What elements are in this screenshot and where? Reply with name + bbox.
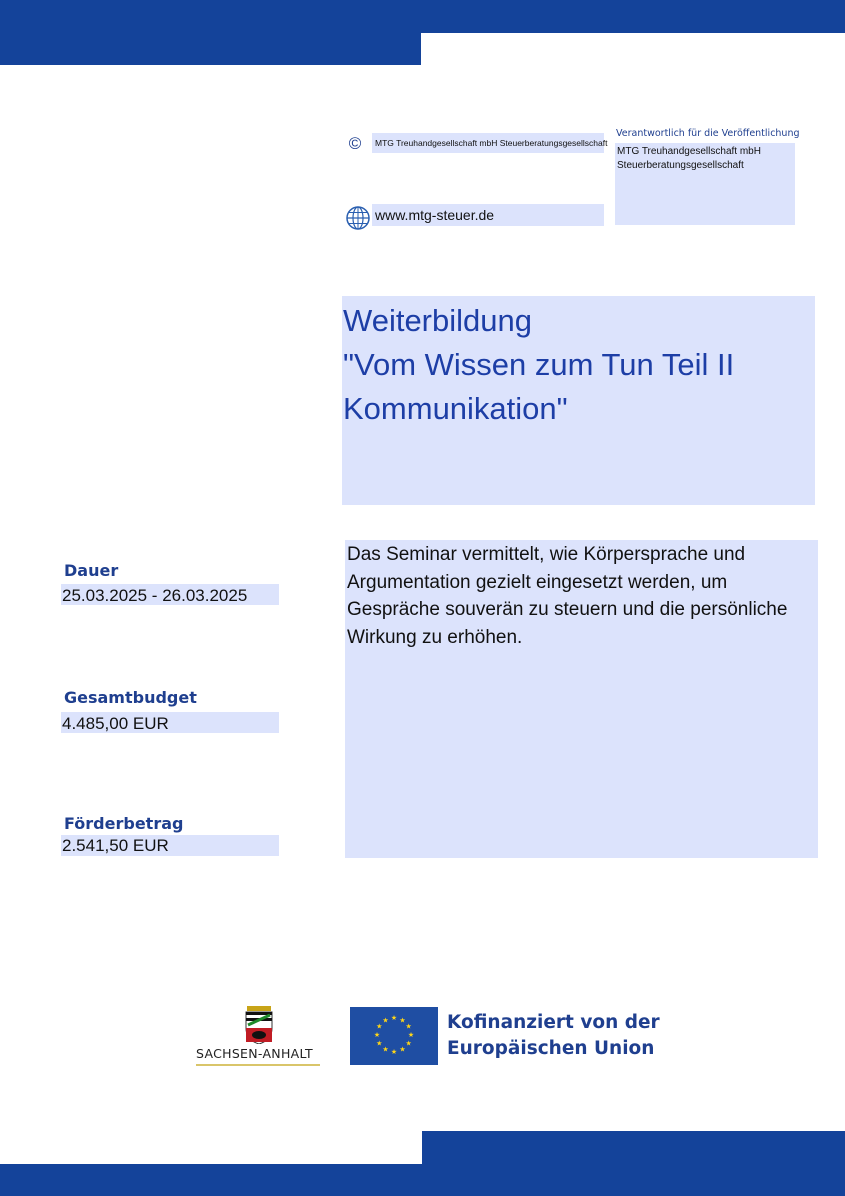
- sachsen-anhalt-text: SACHSEN-ANHALT: [196, 1046, 313, 1061]
- bottom-band: [0, 1164, 845, 1196]
- page-title: Weiterbildung "Vom Wissen zum Tun Teil II Kommunikation": [343, 303, 735, 426]
- svg-text:★: ★: [382, 1016, 389, 1025]
- top-band: [0, 0, 845, 33]
- sachsen-anhalt-coat-of-arms: [243, 1006, 275, 1044]
- eu-funding-text: Kofinanziert von der Europäischen Union: [447, 1012, 660, 1059]
- svg-text:★: ★: [405, 1039, 412, 1048]
- budget-label: Gesamtbudget: [64, 688, 197, 707]
- description-text: Das Seminar vermittelt, wie Körpersprache und Argumentation gezielt eingesetzt werden, um Gespräche souverän zu steuern und die persönliche Wirkung zu erhöhen.: [347, 544, 788, 648]
- website-link[interactable]: www.mtg-steuer.de: [375, 207, 495, 223]
- svg-text:★: ★: [376, 1039, 383, 1048]
- svg-text:★: ★: [405, 1022, 412, 1031]
- responsible-label: Verantwortlich für die Veröffentlichung: [616, 128, 800, 139]
- svg-text:★: ★: [390, 1048, 398, 1056]
- svg-text:★: ★: [382, 1045, 389, 1054]
- duration-label: Dauer: [64, 561, 119, 580]
- svg-text:★: ★: [373, 1031, 381, 1039]
- funding-value: 2.541,50 EUR: [62, 836, 169, 855]
- svg-text:★: ★: [390, 1014, 398, 1022]
- svg-text:★: ★: [399, 1016, 406, 1025]
- copyright-icon: ©: [348, 134, 362, 153]
- svg-text:★: ★: [407, 1031, 415, 1039]
- globe-icon: [345, 205, 371, 231]
- duration-value: 25.03.2025 - 26.03.2025: [62, 586, 248, 605]
- top-band-left: [0, 33, 421, 65]
- eu-flag-icon: [350, 1007, 438, 1065]
- svg-text:★: ★: [376, 1022, 383, 1031]
- budget-value: 4.485,00 EUR: [62, 714, 169, 733]
- bottom-band-right: [422, 1131, 845, 1164]
- sachsen-anhalt-underline: [196, 1064, 320, 1066]
- funding-label: Förderbetrag: [64, 814, 184, 833]
- company-name: MTG Treuhandgesellschaft mbH Steuerberatungsgesellschaft: [375, 138, 608, 148]
- svg-text:★: ★: [399, 1045, 406, 1054]
- responsible-text: MTG Treuhandgesellschaft mbH Steuerberatungsgesellschaft: [617, 146, 761, 171]
